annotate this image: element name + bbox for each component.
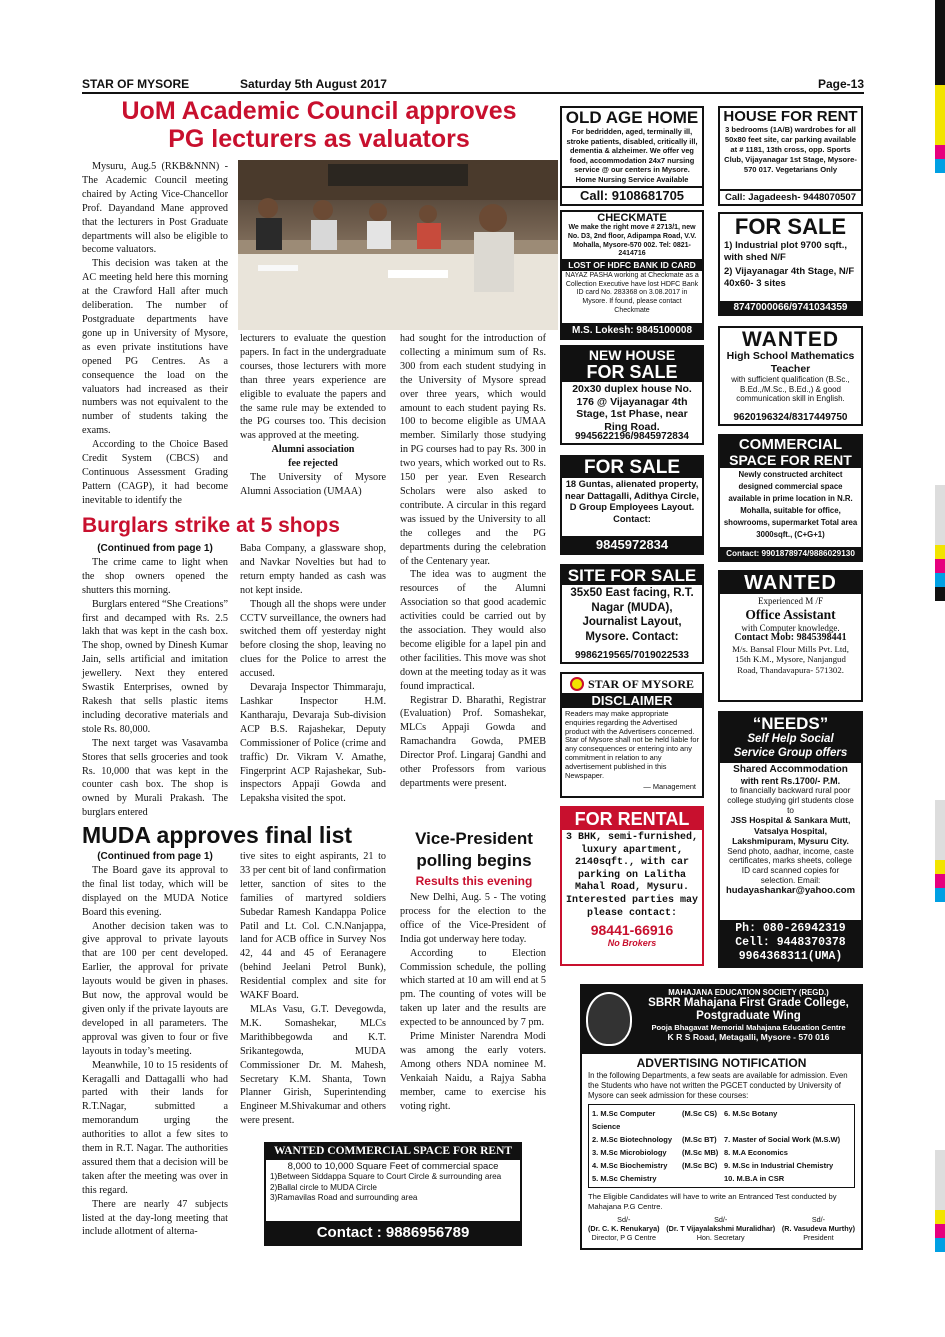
- course-row: [592, 1107, 851, 1133]
- ad-phone: Contact: 9901878974/9886029130: [720, 547, 861, 560]
- course-name: 4. M.Sc Biochemistry: [592, 1161, 668, 1171]
- ad-role: Office Assistant: [745, 606, 836, 622]
- continued-note: (Continued from page 1): [97, 851, 213, 862]
- needs-phones: [720, 920, 861, 966]
- strip-yellow-2: [935, 545, 945, 559]
- strip-yellow-4: [935, 1210, 945, 1224]
- needs-header: [720, 713, 861, 763]
- vp-headline: [400, 828, 548, 872]
- strip-magenta-3: [935, 874, 945, 888]
- ad-text: with rent Rs.1700/- P.M.: [740, 775, 841, 786]
- ad-text: We make the right move # 2713/1, new No. D3, 2nd floor, Adipampa Road, V.V. Mohalla, Mysore-570 002. Tel: 0821-2414716: [567, 224, 697, 258]
- strip-magenta-2: [935, 559, 945, 573]
- muda-headline: MUDA approves final list: [82, 822, 353, 848]
- council-meeting-photo: [238, 160, 558, 330]
- ad-new-house: [560, 345, 704, 445]
- ad-text: with sufficient qualification (B.Sc., B.Ed.,/M.Sc., B.Ed.,) & good communication skill in English.: [731, 375, 850, 404]
- ad-phone: Contact Mob: 9845398441: [734, 632, 847, 643]
- strip-black: [935, 0, 945, 85]
- ad-text: 2) Vijayanagar 4th Stage, N/F 40x60- 3 sites: [724, 266, 855, 289]
- strip-cyan: [935, 159, 945, 173]
- lead-para: Registrar D. Bharathi, Registrar (Evaluation) Prof. Somashekar, MLCs Appaji Gowda and Ramachandra Gowda, PMEB Director Prof. Lingaraj Gandhi and other Professors from various departments were present.: [400, 694, 546, 789]
- ad-phone: Call: Jagadeesh- 9448070507: [720, 189, 861, 204]
- burglars-headline: Burglars strike at 5 shops: [82, 514, 340, 537]
- ad-phone: 9945622196/9845972834: [574, 431, 689, 442]
- muda-column-2: [240, 850, 386, 1128]
- mahajana-college: SBRR Mahajana First Grade College,: [648, 997, 849, 1009]
- strip-yellow-3: [935, 860, 945, 874]
- course-row: [592, 1133, 851, 1146]
- ad-text: 18 Guntas, alienated property, near Dattagalli, Adithya Circle, D Group Employees Layout. Contact:: [565, 479, 699, 524]
- signatory: (R. Vasudeva Murthy): [781, 1223, 855, 1233]
- ad-text: NAYAZ PASHA working at Checkmate as a Collection Executive have lost HDFC Bank ID card No. 283368 on 3.08.2017 in Mysore. If found, please contact Checkmate: [565, 272, 699, 314]
- muda-para: MLAs Vasu, G.T. Devegowda, M.K. Somashekar, MLCs Marithibbegowda and K.T. Srikantegowda, MUDA Commissioner Dr. M. Mahesh, Secretary K.M. Shanta, Town Planner Girish, Superintending Engineer M.Shivakumar and others were present.: [240, 1003, 386, 1127]
- vp-para: Prime Minister Narendra Modi was among the early voters. Among others NDA nominee M. Venkaiah Naidu, a Rajya Sabha member, came to exercise his voting right.: [400, 1031, 546, 1112]
- lead-para: The idea was to augment the resources of the Alumni Association so that good academic activities could be carried out by the association. They would also become eligible for a lapel pin and other facilities. This move was shot down at the meeting today as it was found impractical.: [400, 569, 546, 692]
- lead-para: This decision was taken at the AC meeting held here this morning at the Crawford Hall after much deliberation. The number of Postgraduate departments have gone up in University of Mysore, as even private institutions have opened PG Centres. As a consequence the load on the valuators had increased as their numbers was not equivalent to the number of students taking the exams.: [82, 258, 228, 437]
- ad-disclaimer: [560, 672, 704, 798]
- muda-para: Another decision taken was to give approval to private layouts that are 100 per cent developed. Earlier, the approval for private layouts would be given in phases. But now, the approval would be given only if the private layouts are developed in all parameters. The approval was given to four or five layouts in today’s meeting.: [82, 920, 228, 1057]
- ad-title: CHECKMATE: [597, 212, 667, 224]
- ad-title: “NEEDS”: [752, 714, 829, 733]
- course-name: 6. M.Sc Botany: [724, 1109, 778, 1119]
- ad-text: 3 bedrooms (1A/B) wardrobes for all 50x80 feet site, car parking available at # 1181, 13th cross, opp. Sports Club, Vijayanagar 1st Stage, Mysore-570 017. Vegetarians Only: [724, 125, 857, 174]
- signature-block: [782, 1215, 855, 1242]
- continued-note: (Continued from page 1): [97, 543, 213, 554]
- vp-kicker: Results this evening: [415, 874, 533, 888]
- ad-wanted-office-assistant: [718, 570, 863, 702]
- mahajana-college: Postgraduate Wing: [696, 1010, 801, 1022]
- ad-text: 20x30 duplex house No. 176 @ Vijayanagar 4th Stage, 1st Phase, near Ring Road.: [572, 383, 692, 433]
- ad-role: Shared Accommodation: [733, 764, 848, 775]
- ad-phone: 8747000066/9741034359: [720, 301, 861, 314]
- signatory-role: Director, P G Centre: [591, 1232, 657, 1242]
- ad-phone: Ph: 080-26942319: [735, 922, 846, 935]
- ad-wanted-teacher: [718, 326, 863, 426]
- ad-text: Experienced M /F: [758, 596, 823, 606]
- vp-headline-line-2: polling begins: [416, 851, 532, 870]
- ad-title: COMMERCIAL: [720, 436, 861, 453]
- ad-phone: Cell: 9448370378: [735, 936, 846, 949]
- ad-text: The Eligible Candidates will have to write an Entranced Test conducted by Mahajana P.G Centre.: [588, 1192, 837, 1211]
- signatory: (Dr. T Vijayalakshmi Muralidhar): [666, 1223, 776, 1233]
- needs-sub: Service Group offers: [733, 747, 848, 759]
- lead-column-1: [82, 160, 228, 508]
- disclaimer-brand-row: [562, 677, 702, 691]
- meeting-photo-illustration: [238, 160, 558, 330]
- course-code: [682, 1172, 724, 1185]
- disclaimer-brand: STAR OF MYSORE: [587, 677, 694, 691]
- strip-cyan-4: [935, 1238, 945, 1252]
- sd-mark: Sd/-: [617, 1214, 631, 1224]
- signatory: (Dr. C. K. Renukarya): [588, 1223, 660, 1233]
- ad-for-sale-plot: [718, 212, 863, 316]
- ad-lost-title: LOST OF HDFC BANK ID CARD: [562, 259, 702, 271]
- vp-para: New Delhi, Aug. 5 - The voting process for the election to the office of the Vice-President of India got underway here today.: [400, 892, 546, 945]
- strip-yellow: [935, 85, 945, 145]
- lead-headline: [82, 98, 556, 153]
- ad-text: 35x50 East facing, R.T. Nagar (MUDA), Journalist Layout, Mysore. Contact:: [570, 587, 694, 643]
- muda-para: There are nearly 47 subjects listed at the day-long meeting that include allotment of alterna-: [82, 1198, 228, 1238]
- ad-text: Newly constructed architect designed commercial space available in prime location in N.R. Mohalla, suitable for office, showrooms, supermarket Total area 3000sqft., (C+G+1): [723, 470, 858, 539]
- vp-column: [400, 891, 546, 1114]
- ad-title: HOUSE FOR RENT: [723, 108, 858, 125]
- ad-checkmate: [560, 210, 704, 340]
- strip-grey-2: [935, 800, 945, 860]
- course-name: 8. M.A Economics: [724, 1148, 788, 1158]
- lead-para: lecturers to evaluate the question papers. In fact in the undergraduate courses, those lecturers with more than three years experience are eligible to evaluate the papers and the same rule may be extended to the PG courses too. This decision was approved at the meeting.: [240, 333, 386, 442]
- ad-text: In the following Departments, a few seats are available for admission. Even the Students who have not written the PGCET conducted by University of Mysore can seek admission for these courses:: [588, 1071, 848, 1100]
- masthead: [82, 76, 864, 94]
- muda-column-1: [82, 850, 228, 1239]
- course-name: 3. M.Sc Microbiology: [592, 1148, 667, 1158]
- ad-phone: M.S. Lokesh: 9845100008: [562, 323, 702, 338]
- needs-sub: Self Help Social: [747, 733, 834, 745]
- course-name: 10. M.B.A in CSR: [724, 1174, 785, 1184]
- ad-text: 3 BHK, semi-furnished, luxury apartment, 2140sqft., with car parking on Lalitha Mahal Road, Mysuru. Interested parties may please contact:: [565, 832, 699, 919]
- burglars-para: Baba Company, a glassware shop, and Navkar Novelties but had to return empty handed as cash was not kept inside.: [240, 543, 386, 596]
- burglars-para: The next target was Vasavamba Stores that sells groceries and took Rs. 10,000 that was kept in the counter cash box. The shop is owned by Murali Prakash. The burglars entered: [82, 737, 228, 819]
- strip-magenta: [935, 145, 945, 159]
- lead-headline-line-1: UoM Academic Council approves: [121, 97, 517, 125]
- issue-date: Saturday 5th August 2017: [240, 77, 387, 91]
- mahajana-header: [582, 986, 861, 1054]
- lead-para: had sought for the introduction of collecting a minimum sum of Rs. 300 from each student studying in the University of Mysore spread over three years, which would amount to each student paying Rs. 100 to become eligible as UMAA member. Similarly those studying in PG courses had to pay Rs. 300 in two years, which worked out to Rs. 150 per year. Even Research Scholars were also asked to contribute. A circular in this regard was issued by the University to all the colleges and the PG departments during the celebration of the Centenary year.: [400, 333, 546, 567]
- ad-wanted-commercial-space: [264, 1142, 522, 1246]
- course-name: 9. M.Sc in Industrial Chemistry: [724, 1161, 834, 1171]
- ad-text: For bedridden, aged, terminally ill, stroke patients, disabled, critically ill, dementia & alzheimer. We offer veg food, accommodation 24x7 nursing service @ our centers in Mysore. Home Nursing Service Available: [566, 127, 698, 184]
- course-name: 2. M.Sc Biotechnology: [592, 1135, 673, 1145]
- ad-title: ADVERTISING NOTIFICATION: [636, 1056, 807, 1070]
- signatory-role: President: [803, 1232, 834, 1242]
- burglars-para: Burglars entered “She Creations” first and decamped with Rs. 2.5 lakh that was kept in the cash box. The shop, owned by Dinesh Kumar Jain, sells artificial and imitation jewellery. Next they entered Swastik Enterprises, owned by Rakesh that sells plastic items including decorative materials and stole Rs. 80,000.: [82, 598, 228, 735]
- course-name: 7. Master of Social Work (M.S.W): [724, 1135, 841, 1145]
- strip-magenta-4: [935, 1224, 945, 1238]
- course-code: (M.Sc BC): [682, 1161, 718, 1171]
- ad-title: NEW HOUSE: [562, 347, 702, 363]
- ad-title: WANTED: [742, 328, 839, 351]
- ad-text: 1)Between Siddappa Square to Court Circle & surrounding area: [270, 1172, 502, 1181]
- sd-mark: Sd/-: [811, 1214, 826, 1224]
- ad-phone: Call: 9108681705: [562, 186, 702, 203]
- lead-column-3: [400, 332, 546, 791]
- star-of-mysore-logo-icon: [570, 677, 584, 691]
- burglars-column-1: [82, 542, 228, 820]
- ad-title: WANTED: [720, 572, 861, 594]
- ad-title: SITE FOR SALE: [562, 566, 702, 585]
- burglars-para: The crime came to light when the shop owners opened the shutters this morning.: [82, 556, 228, 596]
- mahajana-address: K R S Road, Metagalli, Mysore - 570 016: [667, 1032, 830, 1042]
- vp-headline-line-1: Vice-President: [415, 829, 533, 848]
- ad-text: 1) Industrial plot 9700 sqft., with shed N/F: [724, 240, 847, 263]
- lead-headline-line-2: PG lecturers as valuators: [168, 125, 470, 154]
- lead-para: According to the Choice Based Credit System (CBCS) and Continuous Assessment Grading Pattern (CAGP), it had become inevitable to identify the: [82, 439, 228, 506]
- signature-block: [588, 1215, 660, 1242]
- course-code: (M.Sc BT): [682, 1135, 717, 1145]
- strip-cyan-2: [935, 573, 945, 587]
- ad-needs: [718, 711, 863, 968]
- course-code: (M.Sc MB): [682, 1148, 719, 1158]
- ad-role: High School Mathematics Teacher: [726, 350, 855, 375]
- ad-text: M/s. Bansal Flour Mills Pvt. Ltd, 15th K.M., Mysore, Nanjangud Road, Thandavapura- 571302.: [732, 643, 849, 676]
- sd-mark: Sd/-: [714, 1214, 728, 1224]
- vp-para: According to Election Commission schedule, the polling which started at 10 am will end at 5 pm. The counting of votes will be taken up later and the results are expected to be announced by 7 pm.: [400, 947, 546, 1029]
- signature-block: [666, 1215, 775, 1242]
- ad-for-sale-guntas: [560, 455, 704, 555]
- lead-subhead: Alumni association: [271, 444, 355, 456]
- mahajana-centre: Pooja Bhagavat Memorial Mahajana Education Centre: [651, 1023, 846, 1032]
- course-row: [592, 1172, 851, 1185]
- strip-cyan-3: [935, 888, 945, 902]
- ad-phone: 9845972834: [562, 536, 702, 553]
- lead-para: Mysuru, Aug.5 (RKB&NNN) -The Academic Council meeting chaired by Acting Vice-Chancellor Prof. Dayandand Mane approved that the lecturers in Post Graduate departments will also be eligible to become valuators.: [82, 161, 228, 256]
- ad-text: to financially backward rural poor college studying girl students close to: [727, 786, 854, 815]
- ad-phone: 9964368311(UMA): [738, 950, 843, 963]
- course-row: [592, 1159, 851, 1172]
- ad-phone: 9620196324/8317449750: [733, 412, 848, 423]
- ad-title: WANTED COMMERCIAL SPACE FOR RENT: [266, 1144, 520, 1160]
- ad-text: 3)Ramavilas Road and surrounding area: [270, 1193, 418, 1202]
- mahajana-courses: [588, 1104, 855, 1188]
- disclaimer-sign: — Management: [643, 782, 696, 792]
- muda-para: tive sites to eight aspirants, 21 to 33 per cent bit of land confirmation letter, sanction of sites to the families of martyred soldiers Subedar Ramesh Kandappa Police Patil and Lt. Col. C.N.Nanjappa, land for ACB office in Survey Nos 42, 44 and 45 of Eeranagere (behind Jeelani Petrol Bunk), Residential complex and site for WAKF Board.: [240, 851, 386, 1002]
- burglars-para: Though all the shops were under CCTV surveillance, the owners had switched them off yesterday night before closing the shop, leaving no clues for the Police to arrest the accused.: [240, 598, 386, 680]
- signatory-role: Hon. Secretary: [696, 1232, 745, 1242]
- ad-text: 2)Ballal circle to MUDA Circle: [270, 1182, 377, 1192]
- strip-gap: [935, 173, 945, 473]
- ad-phone: Contact : 9886956789: [266, 1221, 520, 1244]
- ad-title: OLD AGE HOME: [565, 108, 699, 127]
- strip-grey: [935, 485, 945, 545]
- ad-site-for-sale: [560, 564, 704, 664]
- burglars-column-2: [240, 542, 386, 806]
- course-name: 1. M.Sc Computer Science: [592, 1109, 656, 1132]
- ad-text: with Computer knowledge.: [741, 622, 840, 633]
- ad-text: 8,000 to 10,000 Square Feet of commercial space: [287, 1160, 499, 1172]
- ad-commercial-space: [718, 434, 863, 562]
- ad-title: SPACE FOR RENT: [720, 453, 861, 468]
- muda-para: The Board gave its approval to the final list today, which will be displayed on the MUDA Notice Board this evening.: [82, 864, 228, 918]
- ad-phone: 98441-66916: [590, 922, 674, 939]
- ad-old-age-home: [560, 106, 704, 206]
- lead-subhead: fee rejected: [288, 458, 338, 470]
- muda-para: Meanwhile, 10 to 15 residents of Keragalli and Dattagalli who had parted with their lands for R.T.Nagar, submitted a memorandum urging the authorities to allot a few sites to them in R.T. Nagar. The authorities assured them that a decision will be taken after the meeting was over in this regard.: [82, 1059, 228, 1196]
- ad-phone: 9986219565/7019022533: [574, 650, 689, 661]
- ad-title: FOR RENTAL: [562, 808, 702, 830]
- ad-text: Readers may make appropriate enquiries regarding the Advertised product with the Advertisers concerned. Star of Mysore shall not be held liable for any consequences or entering into any commitment in relation to any advertisement published in this Newspaper.: [565, 709, 699, 780]
- strip-black-2: [935, 587, 945, 601]
- page-number: Page-13: [817, 77, 864, 91]
- burglars-para: Devaraja Inspector Thimmaraju, Lashkar Inspector H.M. Kantharaju, Devaraja Sub-division ACP B.S. Rajashekar, Deputy Commissioner of Police (crime and traffic) Dr. Vikram V. Amathe, Fingerprint ACP Rajashekar, Sub-inspectors Appaji Gowda and Lepaksha visited the spot.: [240, 682, 386, 805]
- ad-title: FOR SALE: [734, 214, 847, 239]
- needs-email: hudayashankar@yahoo.com: [725, 884, 856, 896]
- ad-title: DISCLAIMER: [562, 693, 702, 708]
- lead-column-2: [240, 332, 386, 499]
- ad-text: Send photo, aadhar, income, caste certificates, marks sheets, college ID card scanned copies for selection. Email:: [727, 846, 854, 885]
- course-row: [592, 1146, 851, 1159]
- ad-text: JSS Hospital & Sankara Mutt, Vatsalya Hospital, Lakshmipuram, Mysuru City.: [730, 815, 851, 847]
- course-name: 5. M.Sc Chemistry: [592, 1174, 657, 1184]
- mahajana-society: MAHAJANA EDUCATION SOCIETY (REGD.): [668, 988, 829, 997]
- paper-name: STAR OF MYSORE: [82, 77, 190, 91]
- ad-title: FOR SALE: [562, 457, 702, 478]
- ad-for-rental: [560, 806, 704, 966]
- mahajana-signatures: [582, 1213, 861, 1242]
- ad-title: FOR SALE: [562, 363, 702, 382]
- lead-para: The University of Mysore Alumni Association (UMAA): [240, 472, 386, 497]
- mahajana-emblem-icon: [586, 992, 632, 1046]
- ad-house-for-rent: [718, 106, 863, 206]
- ad-note: No Brokers: [607, 938, 657, 949]
- ad-mahajana: [580, 984, 863, 1250]
- strip-grey-3: [935, 1150, 945, 1210]
- course-code: (M.Sc CS): [682, 1109, 718, 1119]
